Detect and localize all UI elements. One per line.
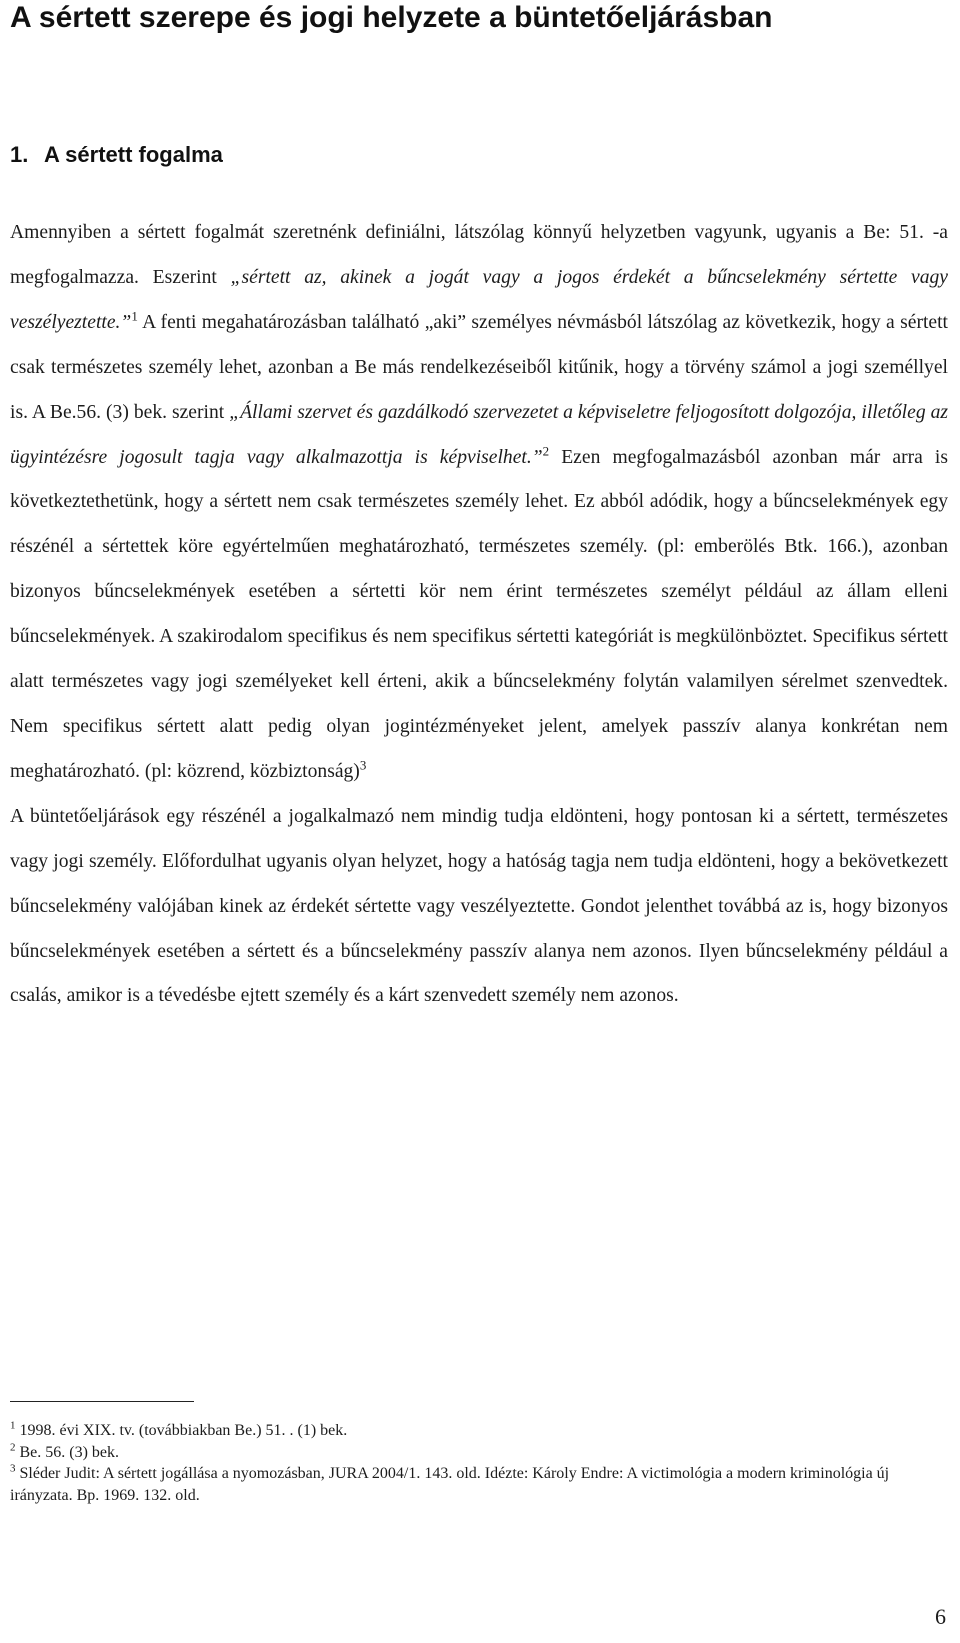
- footnote-text: Be. 56. (3) bek.: [19, 1443, 120, 1461]
- page-number: 6: [935, 1604, 946, 1629]
- footnote-mark: 3: [10, 1462, 16, 1475]
- paragraph-2: A büntetőeljárások egy részénél a jogalkalmazó nem mindig tudja eldönteni, hogy pontosan ki a sértett, természetes vagy jogi személy. Előfordulhat ugyanis olyan helyzet, hogy a hatóság tagja nem tudja eldönteni, hogy a bekövetkezett bűncselekmény valójában kinek az érdekét sértette vagy veszélyeztette. Gondot jelenthet továbbá az is, hogy bizonyos bűncselekmények esetében a sértett és a bűncselekmény passzív alanya nem azonos. Ilyen bűncselekmény például a csalás, amikor is a tévedésbe ejtett személy és a kárt szenvedett személy nem azonos.: [10, 805, 948, 1007]
- section-title: A sértett fogalma: [44, 142, 223, 167]
- quote-representation: „Állami szervet és gazdálkodó szervezetet a képviseletre feljogosított dolgozója, illetőleg az ügyintézésre jogosult tagja vagy alkalmazottja is képviselhet.”: [10, 401, 949, 468]
- paragraph-1: [10, 211, 948, 795]
- footnote-separator: [10, 1401, 194, 1402]
- footnote-ref-2: 2: [542, 443, 550, 458]
- paragraph-1-text-b: A fenti megahatározásban található „aki” személyes névmásból látszólag az következik, hogy a sértett csak természetes személy lehet, azonban a Be más rendelkezéseiből kitűnik, hogy a törvény számol a jogi személlyel is. A Be.56. (3) bek. szerint: [10, 311, 948, 423]
- section-number: 1.: [10, 142, 29, 167]
- body-text: [10, 211, 948, 1019]
- document-title: A sértett szerepe és jogi helyzete a büntetőeljárásban: [10, 1, 773, 34]
- paragraph-1-text-c: Ezen megfogalmazásból azonban már arra is következtethetünk, hogy a sértett nem csak természetes személy lehet. Ez abból adódik, hogy a bűncselekmények egy részénél a sértettek köre egyértelműen meghatározható, természetes személy. (pl: emberölés Btk. 166.), azonban bizonyos bűncselekmények esetében a sértetti kör nem érint természetes személyt például az állam elleni bűncselekmények. A szakirodalom specifikus és nem specifikus sértetti kategóriát is megkülönböztet. Specifikus sértett alatt természetes vagy jogi személyeket kell érteni, akik a bűncselekmény folytán valamilyen sérelmet szenvedtek. Nem specifikus sértett alatt pedig olyan jogintézményeket jelent, amelyek passzív alanya konkrétan nem meghatározható. (pl: közrend, közbiztonság): [10, 446, 948, 782]
- paragraph-1-text-a: Amennyiben a sértett fogalmát szeretnénk definiálni, látszólag könnyű helyzetben vagyunk, ugyanis a Be: 51. -a megfogalmazza. Eszerint: [10, 222, 948, 288]
- footnotes: [10, 1420, 910, 1506]
- footnote-2: [10, 1442, 910, 1464]
- footnote-3: [10, 1463, 910, 1506]
- footnote-text: 1998. évi XIX. tv. (továbbiakban Be.) 51. . (1) bek.: [19, 1422, 348, 1439]
- section-heading: [10, 142, 223, 168]
- footnote-mark: 1: [10, 1419, 16, 1432]
- footnote-ref-1: 1: [131, 308, 138, 324]
- footnote-text: Sléder Judit: A sértett jogállása a nyomozásban, JURA 2004/1. 143. old. Idézte: Károly Endre: A victimológia a modern kriminológia új irányzata. Bp. 1969. 132. old.: [10, 1465, 890, 1504]
- footnote-ref-3: 3: [359, 757, 367, 773]
- footnote-1: [10, 1420, 910, 1442]
- footnote-mark: 2: [10, 1441, 16, 1454]
- quote-definition: „sértett az, akinek a jogát vagy a jogos érdekét a bűncselekmény sértette vagy veszélyeztette.”: [10, 266, 948, 333]
